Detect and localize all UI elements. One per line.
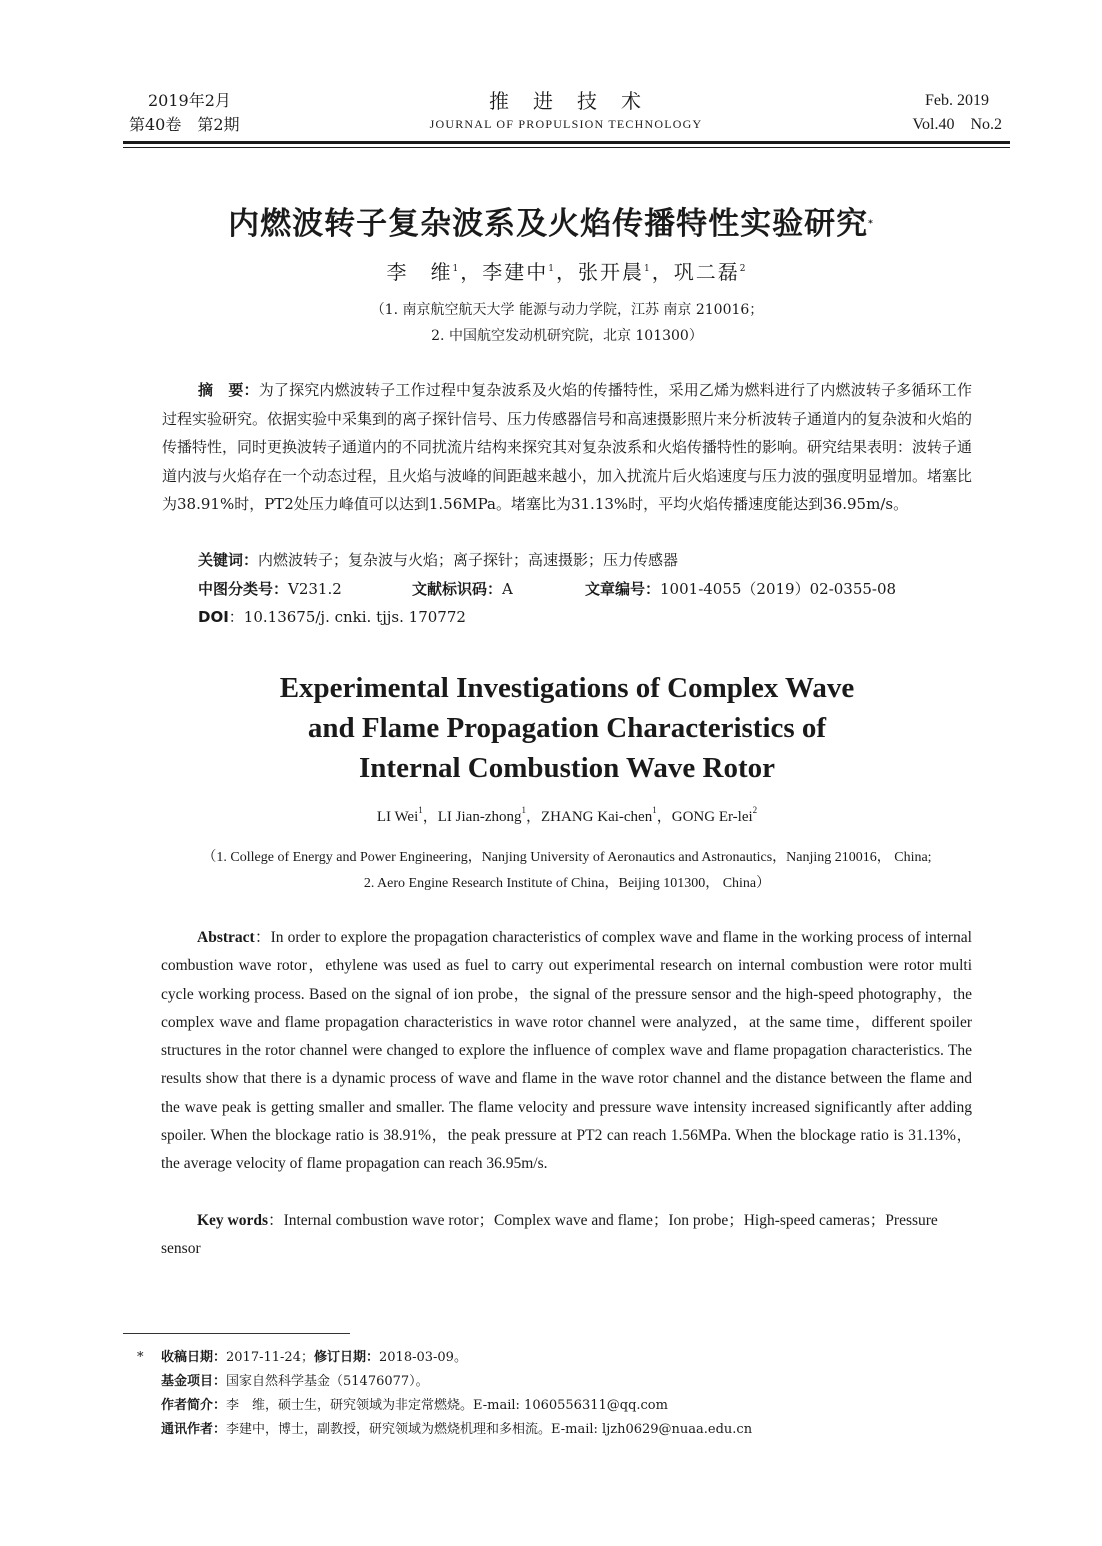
cn-doi-value: ：10.13675/j. cnki. tjjs. 170772 bbox=[228, 608, 466, 626]
cn-author: 李 维 bbox=[386, 260, 453, 284]
cn-article-label: 文章编号： bbox=[585, 580, 661, 598]
cn-title-text: 内燃波转子复杂波系及火焰传播特性实验研究 bbox=[228, 206, 869, 242]
en-author-sup: 1 bbox=[652, 805, 657, 815]
en-keywords-label: Key words bbox=[197, 1212, 269, 1229]
cn-author-sup: 2 bbox=[739, 264, 748, 274]
cn-author-sep: ， bbox=[556, 260, 578, 284]
footnote-bio-value: 李 维，硕士生，研究领域为非定常燃烧。E-mail: 1060556311@qq.com bbox=[226, 1398, 668, 1413]
en-author-sup: 1 bbox=[521, 805, 526, 815]
en-keywords-colon: ： bbox=[268, 1212, 284, 1229]
footnote-dates bbox=[161, 1346, 467, 1370]
cn-author: 张开晨 bbox=[578, 260, 644, 284]
footnote-corr-value: 李建中，博士，副教授，研究领域为燃烧机理和多相流。E-mail: ljzh0629@nuaa.edu.cn bbox=[226, 1422, 753, 1437]
en-abstract bbox=[161, 924, 972, 1179]
cn-author: 巩二磊 bbox=[673, 260, 740, 284]
en-author: LI Wei bbox=[376, 809, 419, 825]
cn-author-sep: ， bbox=[651, 260, 674, 284]
en-abstract-colon: ： bbox=[254, 929, 271, 946]
en-title-line-2: and Flame Propagation Characteristics of bbox=[307, 712, 827, 744]
cn-keywords-text: 内燃波转子；复杂波与火焰；离子探针；高速摄影；压力传感器 bbox=[258, 551, 679, 569]
footnote-fund-label: 基金项目： bbox=[161, 1374, 227, 1389]
en-author-sep: ， bbox=[422, 809, 438, 825]
header-rule-thin bbox=[123, 147, 1010, 148]
footnote-received-value: 2017-11-24； bbox=[226, 1350, 314, 1365]
cn-doc-label: 文献标识码： bbox=[412, 580, 503, 598]
footnote-rule bbox=[123, 1333, 350, 1334]
footnote-received-label: 收稿日期： bbox=[161, 1350, 227, 1365]
en-keywords-text: Internal combustion wave rotor；Complex wave and flame；Ion probe；High-speed cameras；Pressure sensor bbox=[161, 1212, 938, 1258]
header-date-cn: 2019年2月 bbox=[148, 91, 231, 110]
footnote-corr-label: 通讯作者： bbox=[161, 1422, 227, 1437]
en-title bbox=[0, 668, 1102, 788]
cn-abstract-label: 摘 要： bbox=[198, 381, 259, 399]
en-keywords bbox=[161, 1207, 972, 1264]
cn-clc bbox=[198, 577, 342, 601]
en-authors bbox=[0, 805, 1102, 826]
footnote-corresponding bbox=[161, 1418, 752, 1442]
cn-keywords bbox=[198, 548, 678, 572]
footnote-bio bbox=[161, 1394, 668, 1418]
header-journal-cn: 推 进 技 术 bbox=[489, 89, 643, 113]
en-author-sep: ， bbox=[656, 809, 672, 825]
en-author-sup: 2 bbox=[752, 805, 758, 815]
footnote-fund bbox=[161, 1370, 429, 1394]
cn-article-number bbox=[585, 577, 896, 601]
cn-authors bbox=[0, 256, 1102, 285]
cn-abstract-text: 为了探究内燃波转子工作过程中复杂波系及火焰的传播特性，采用乙烯为燃料进行了内燃波转子多循环工作过程实验研究。依据实验中采集到的离子探针信号、压力传感器信号和高速摄影照片来分析波转子通道内的复杂波和火焰的传播特性，同时更换波转子通道内的不同扰流片结构来探究其对复杂波系和火焰传播特性的影响。研究结果表明：波转子通道内波与火焰存在一个动态过程，且火焰与波峰的间距越来越小，加入扰流片后火焰速度与压力波的强度明显增加。堵塞比为38.91%时，PT2处压力峰值可以达到1.56MPa。堵塞比为31.13%时，平均火焰传播速度能达到36.95m/s。 bbox=[162, 381, 973, 513]
en-title-line-3: Internal Combustion Wave Rotor bbox=[359, 752, 775, 784]
cn-keywords-label: 关键词： bbox=[198, 551, 259, 569]
footnote-bio-label: 作者简介： bbox=[161, 1398, 227, 1413]
cn-doi bbox=[198, 605, 466, 629]
cn-author-sup: 1 bbox=[548, 264, 556, 274]
cn-title-mark: * bbox=[868, 219, 874, 229]
header-date-en: Feb. 2019 bbox=[925, 92, 989, 109]
en-abstract-label: Abstract bbox=[197, 929, 255, 946]
header-volume-cn: 第40卷 第2期 bbox=[129, 115, 240, 134]
cn-affiliation-1: （1. 南京航空航天大学 能源与动力学院，江苏 南京 210016； bbox=[370, 302, 764, 318]
cn-author: 李建中 bbox=[482, 260, 549, 284]
cn-title bbox=[0, 198, 1102, 243]
en-affiliation-2: 2. Aero Engine Research Institute of China，Beijing 101300， China） bbox=[363, 876, 771, 891]
cn-abstract bbox=[162, 376, 972, 519]
header-volume-en: Vol.40 No.2 bbox=[912, 116, 1002, 133]
footnote-fund-value: 国家自然科学基金（51476077）。 bbox=[226, 1374, 429, 1389]
cn-affiliation-2: 2. 中国航空发动机研究院，北京 101300） bbox=[431, 328, 703, 344]
cn-author-sep: ， bbox=[460, 260, 483, 284]
en-title-line-1: Experimental Investigations of Complex Wave bbox=[279, 672, 855, 704]
header-journal-en: JOURNAL OF PROPULSION TECHNOLOGY bbox=[429, 117, 703, 131]
cn-clc-value: V231.2 bbox=[288, 580, 342, 598]
cn-doc-value: A bbox=[502, 580, 513, 598]
header-rule-thick bbox=[123, 141, 1010, 144]
en-author-sep: ， bbox=[525, 809, 541, 825]
cn-author-sup: 1 bbox=[644, 264, 652, 274]
en-author-sup: 1 bbox=[418, 805, 423, 815]
footnote-revised-value: 2018-03-09。 bbox=[379, 1350, 467, 1365]
cn-doc-code bbox=[412, 577, 513, 601]
footnote-revised-label: 修订日期： bbox=[313, 1350, 379, 1365]
cn-author-sup: 1 bbox=[452, 264, 461, 274]
cn-doi-label: DOI bbox=[198, 608, 229, 626]
cn-clc-label: 中图分类号： bbox=[198, 580, 289, 598]
en-author: LI Jian-zhong bbox=[437, 809, 522, 825]
en-abstract-text: In order to explore the propagation characteristics of complex wave and flame in the working process of internal combustion wave rotor，ethylene was used as fuel to carry out experimental research on internal combustion were rotor multi cycle working process. Based on the signal of ion probe，the signal of the pressure sensor and the high-speed photography，the complex wave and flame propagation characteristics in wave rotor channel were analyzed，at the same time，different spoiler structures in the rotor channel were changed to explore the influence of complex wave and flame propagation characteristics. The results show that there is a dynamic process of wave and flame in the wave rotor channel and the distance between the flame and the wave peak is getting smaller and smaller. The flame velocity and pressure wave intensity increased significantly after adding spoiler. When the blockage ratio is 38.91%，the peak pressure at PT2 can reach 1.56MPa. When the blockage ratio is 31.13%，the average velocity of flame propagation can reach 36.95m/s. bbox=[161, 929, 972, 1173]
en-affiliation-1: （1. College of Energy and Power Engineering，Nanjing University of Aeronautics and Astronautics，Nanjing 210016， China; bbox=[202, 850, 932, 865]
en-author: GONG Er-lei bbox=[671, 809, 753, 825]
cn-article-value: 1001-4055（2019）02-0355-08 bbox=[660, 580, 897, 598]
en-author: ZHANG Kai-chen bbox=[541, 809, 653, 825]
footnote-star: * bbox=[137, 1350, 144, 1365]
